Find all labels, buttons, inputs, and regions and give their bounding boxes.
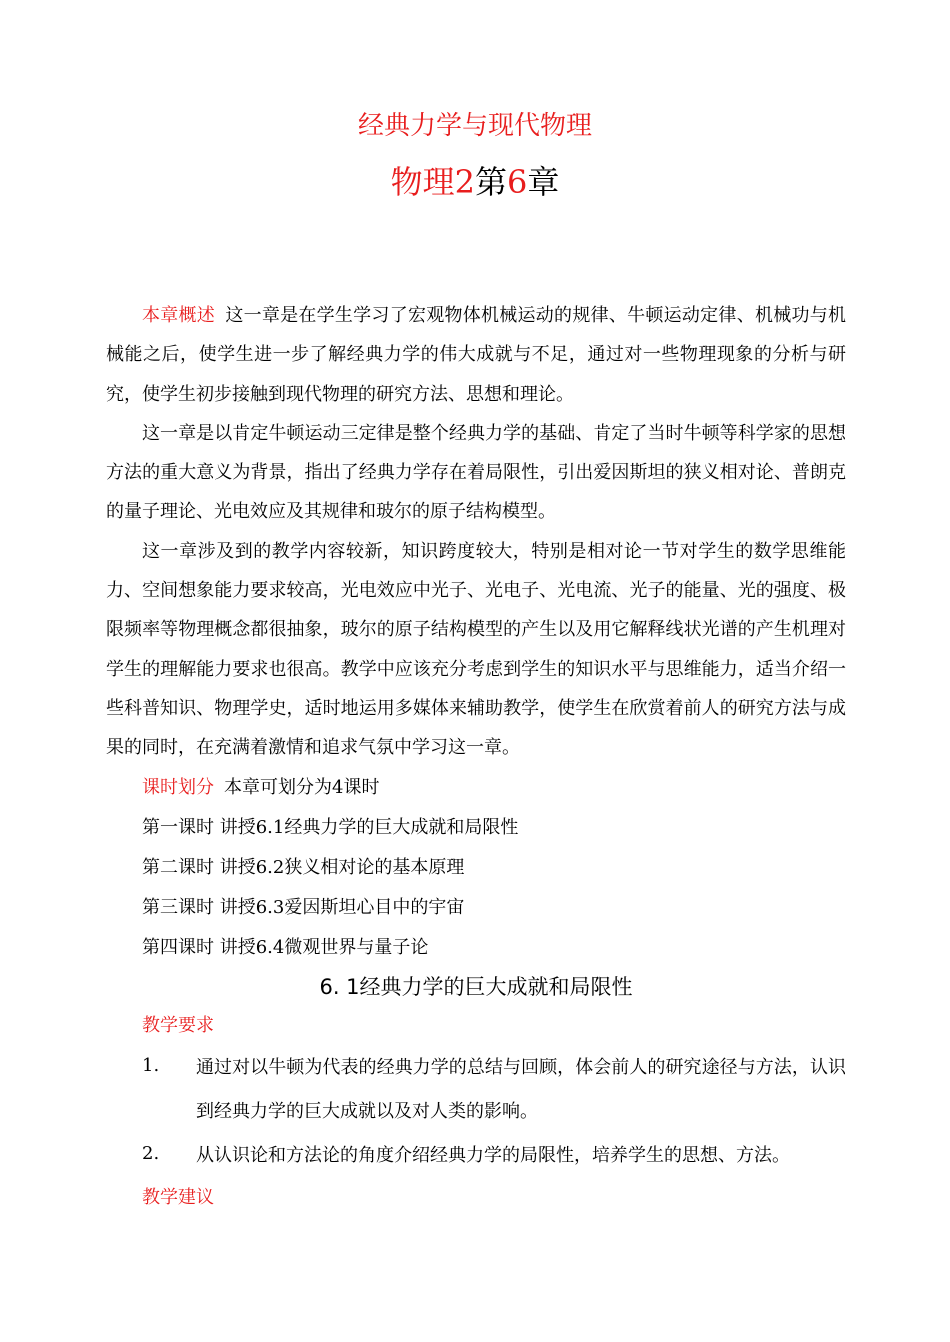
schedule-intro: 本章可划分为4课时: [224, 776, 380, 798]
suggestions-label: 教学建议: [142, 1186, 214, 1208]
schedule-heading: [106, 768, 846, 808]
chapter-heading-part: 6: [507, 163, 528, 201]
requirements-label: 教学要求: [142, 1014, 214, 1036]
requirement-item: [106, 1046, 846, 1134]
chapter-heading-part: 物理: [390, 163, 455, 201]
overview-paragraph-3: 这一章涉及到的教学内容较新，知识跨度较大，特别是相对论一节对学生的数学思维能力、空间想象能力要求较高，光电效应中光子、光电子、光电流、光子的能量、光的强度、极限频率等物理概念都很抽象，玻尔的原子结构模型的产生以及用它解释线状光谱的产生机理对学生的理解能力要求也很高。教学中应该充分考虑到学生的知识水平与思维能力，适当介绍一些科普知识、物理学史，适时地运用多媒体来辅助教学，使学生在欣赏着前人的研究方法与成果的同时，在充满着激情和追求气氛中学习这一章。: [106, 540, 846, 759]
requirement-text: 通过对以牛顿为代表的经典力学的总结与回顾，体会前人的研究途径与方法，认识到经典力学的巨大成就以及对人类的影响。: [196, 1056, 846, 1122]
overview-paragraph-1: [106, 296, 846, 414]
lesson-item: 第一课时 讲授6.1经典力学的巨大成就和局限性: [142, 816, 519, 838]
lesson-item: 第三课时 讲授6.3爱因斯坦心目中的宇宙: [142, 896, 465, 918]
overview-text: 这一章是在学生学习了宏观物体机械运动的规律、牛顿运动定律、机械功与机械能之后，使学生进一步了解经典力学的伟大成就与不足，通过对一些物理现象的分析与研究，使学生初步接触到现代物理的研究方法、思想和理论。: [106, 305, 847, 405]
chapter-heading-part: 第: [474, 163, 507, 201]
chapter-heading-part: 2: [454, 163, 475, 201]
requirement-text: 从认识论和方法论的角度介绍经典力学的局限性，培养学生的思想、方法。: [196, 1144, 790, 1166]
chapter-heading-part: 章: [527, 163, 560, 201]
lesson-item: 第二课时 讲授6.2狭义相对论的基本原理: [142, 856, 465, 878]
overview-label: 本章概述: [142, 305, 216, 326]
section-title: 6. 1经典力学的巨大成就和局限性: [319, 974, 633, 999]
schedule-label: 课时划分: [142, 776, 214, 798]
lesson-item: 第四课时 讲授6.4微观世界与量子论: [142, 936, 429, 958]
overview-paragraph-2: 这一章是以肯定牛顿运动三定律是整个经典力学的基础、肯定了当时牛顿等科学家的思想方法的重大意义为背景，指出了经典力学存在着局限性，引出爱因斯坦的狭义相对论、普朗克的量子理论、光电效应及其规律和玻尔的原子结构模型。: [106, 422, 846, 523]
requirement-number: 1.: [142, 1054, 160, 1076]
requirement-item: [106, 1134, 846, 1178]
requirement-number: 2.: [142, 1142, 160, 1164]
document-body: [106, 296, 846, 1218]
chapter-heading: [0, 160, 950, 204]
document-title: 经典力学与现代物理: [357, 111, 592, 141]
